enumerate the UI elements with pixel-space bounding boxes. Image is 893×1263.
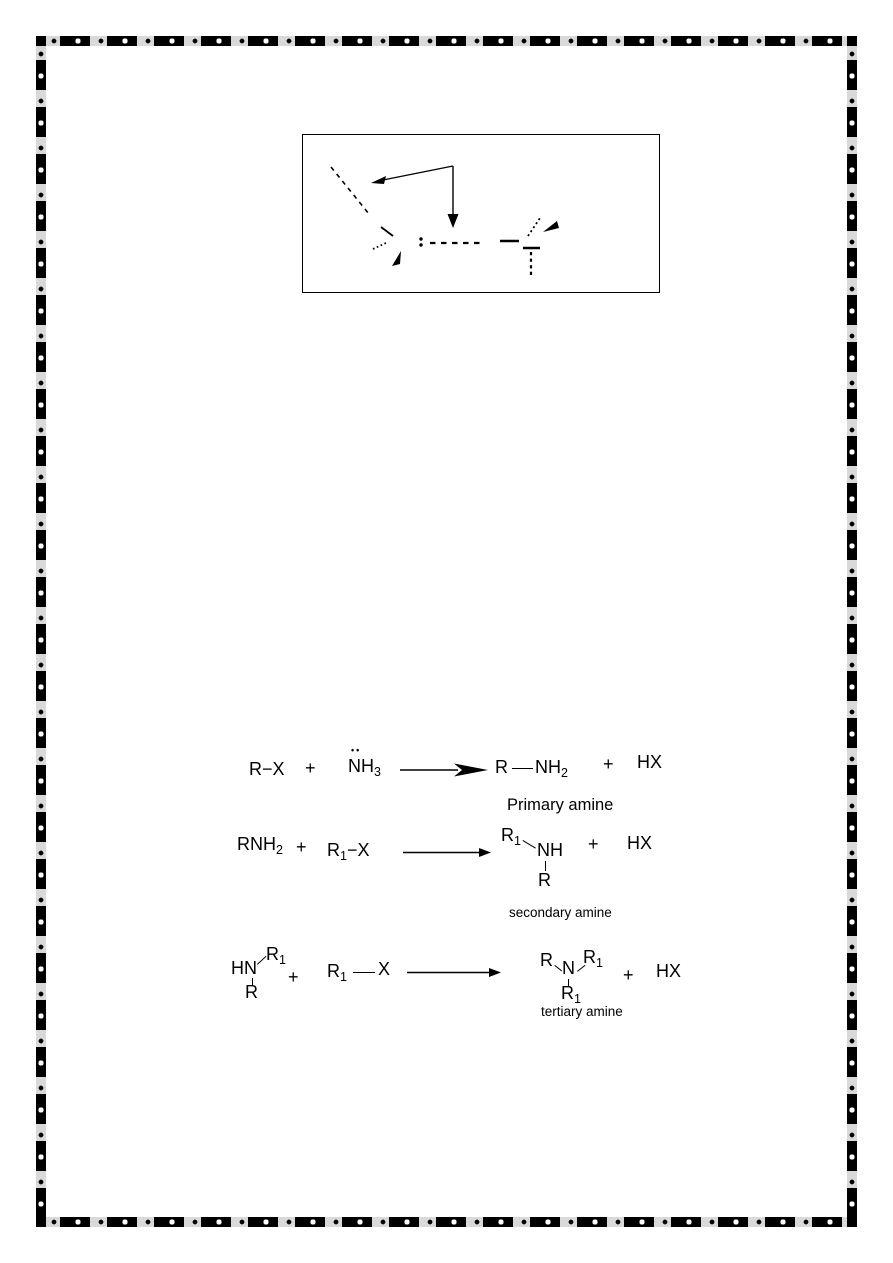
primary-amine-label: Primary amine [507, 796, 614, 814]
bent-arrow-left-head [371, 176, 386, 184]
r-base: R [327, 961, 340, 981]
amine-r1 [266, 945, 286, 967]
lone-pair-dot [419, 237, 422, 240]
page-border-bottom [46, 1217, 847, 1227]
reaction-arrow [407, 966, 501, 979]
diagonal-bond [554, 965, 562, 971]
lone-pair-dots: •• [351, 745, 362, 755]
r-sub: 1 [340, 970, 347, 984]
r-sub: 1 [596, 956, 603, 970]
page-border-top [46, 36, 847, 46]
single-bond [512, 768, 533, 769]
plus-sign: + [288, 967, 299, 987]
rnh-base: RNH [237, 834, 276, 854]
product-r: R [538, 870, 551, 890]
byproduct-formula: HX [627, 833, 653, 853]
dotted-bond-left [373, 242, 388, 249]
byproduct-formula: HX [656, 961, 682, 981]
wedge-bond-left [392, 251, 401, 266]
lone-pair-dot [419, 243, 422, 246]
border-corner-bottom-left [36, 1217, 46, 1227]
product-r: R [540, 950, 553, 970]
mechanism-diagram [303, 135, 659, 292]
r-base: R [501, 825, 514, 845]
reaction-arrow-bold [400, 762, 490, 778]
border-corner-top-right [847, 36, 857, 46]
reactant-formula: R−X [249, 759, 285, 779]
product-n: N [562, 958, 575, 978]
bond-plain-left [381, 227, 393, 236]
product-r1 [501, 826, 521, 848]
bond-x: −X [346, 840, 370, 860]
dashed-bond-leaving [331, 167, 369, 214]
tertiary-amine-label: tertiary amine [541, 1004, 623, 1019]
product-amine [535, 758, 568, 780]
halide-formula [327, 841, 369, 863]
r-sub: 1 [514, 834, 521, 848]
amine-hn: HN [231, 958, 257, 978]
mechanism-diagram-box [302, 134, 660, 293]
page-border-right [847, 46, 857, 1217]
nucleophile-formula [348, 757, 381, 779]
plus-sign: + [588, 834, 599, 854]
halide-r1 [327, 962, 347, 984]
rnh-sub: 2 [276, 843, 283, 857]
page-border-left [36, 46, 46, 1217]
bent-arrow-left-line [383, 166, 453, 180]
nh-sub: 3 [374, 765, 381, 779]
diagonal-bond [522, 840, 535, 849]
halide-x: X [378, 959, 391, 979]
plus-sign: + [623, 965, 634, 985]
nh-base: NH [348, 756, 374, 776]
r-base: R [266, 944, 279, 964]
r-base: R [583, 947, 596, 967]
product-r: R [495, 757, 508, 777]
wedge-bond-right [543, 221, 559, 232]
product-nh: NH [537, 840, 563, 860]
r-sub: 1 [340, 849, 347, 863]
r-base: R [561, 983, 574, 1003]
plus-sign: + [305, 758, 316, 778]
nh-base: NH [535, 757, 561, 777]
r-sub: 1 [574, 992, 581, 1006]
product-r1a [583, 948, 603, 970]
nh-sub: 2 [561, 766, 568, 780]
hash-bond-right [528, 218, 540, 236]
bent-arrow-down-head [448, 214, 459, 228]
r-base: R [327, 840, 340, 860]
secondary-amine-label: secondary amine [509, 905, 612, 920]
amine-r: R [245, 982, 258, 1002]
border-corner-top-left [36, 36, 46, 46]
r-sub: 1 [279, 953, 286, 967]
amine-reactant [237, 835, 283, 857]
byproduct-formula: HX [637, 752, 663, 772]
plus-sign: + [603, 754, 614, 774]
product-r1b [561, 984, 581, 1006]
reaction-arrow [403, 846, 491, 859]
border-corner-bottom-right [847, 1217, 857, 1227]
single-bond [353, 972, 375, 973]
plus-sign: + [296, 837, 307, 857]
